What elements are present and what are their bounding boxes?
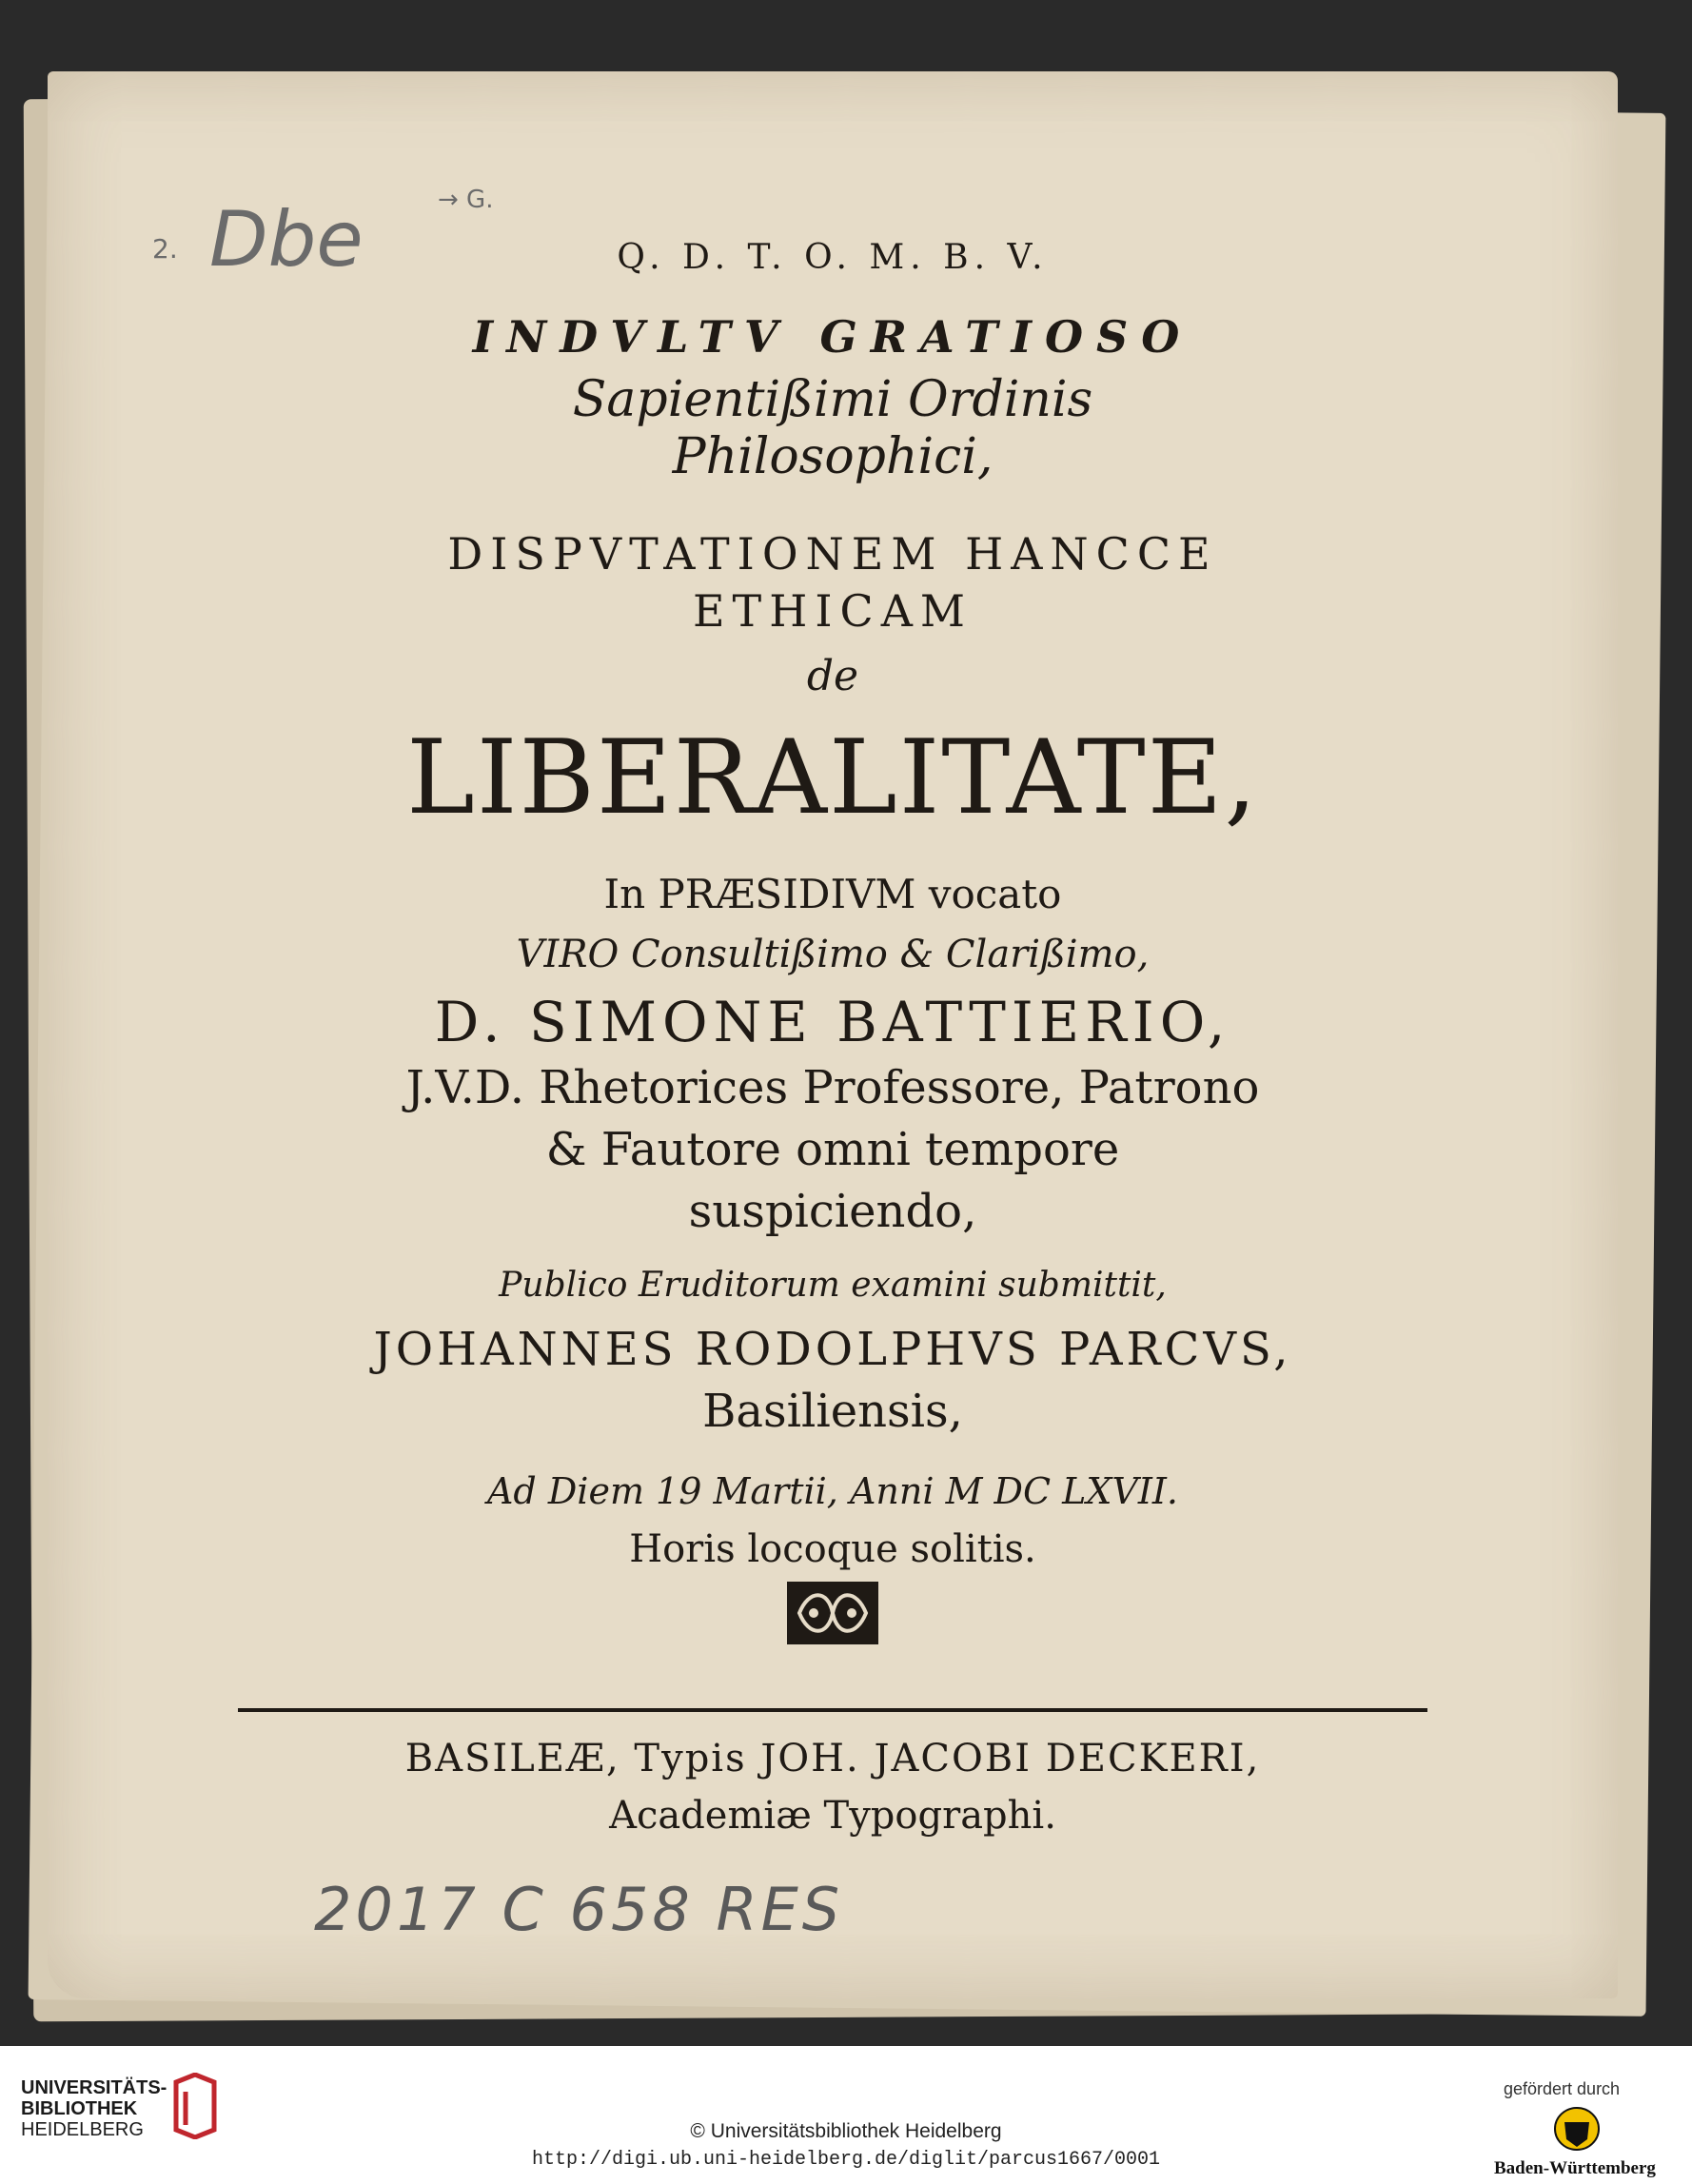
- title-line: & Fautore omni tempore: [545, 1123, 1120, 1176]
- main-title: LIBERALITATE,: [406, 718, 1259, 837]
- title-line: Sapientißimi Ordinis: [572, 371, 1093, 428]
- pencil-arrow: → G.: [438, 186, 494, 214]
- imprint-rule: [238, 1708, 1427, 1712]
- title-line: In PRÆSIDIVM vocato: [603, 871, 1062, 917]
- logo-line: HEIDELBERG: [21, 2119, 144, 2140]
- title-line: ETHICAM: [692, 585, 974, 637]
- author-name: JOHANNES RODOLPHVS PARCVS,: [373, 1323, 1292, 1376]
- sponsor-name: Baden-Württemberg: [1494, 2158, 1656, 2178]
- title-line: Basiliensis,: [702, 1385, 963, 1438]
- imprint-line: Academiæ Typographi.: [609, 1794, 1056, 1838]
- title-line: Publico Eruditorum examini submittit,: [499, 1266, 1167, 1305]
- title-line: Philosophici,: [672, 428, 994, 485]
- logo-line: BIBLIOTHEK: [21, 2098, 138, 2119]
- printer-ornament: [785, 1580, 880, 1646]
- date-line: Ad Diem 19 Martii, Anni M DC LXVII.: [486, 1470, 1179, 1512]
- sponsor-label: gefördert durch: [1504, 2079, 1621, 2098]
- dedication-line: Q. D. T. O. M. B. V.: [617, 238, 1049, 277]
- praeses-name: D. SIMONE BATTIERIO,: [434, 990, 1231, 1054]
- title-line: J.V.D. Rhetorices Professore, Patrono: [405, 1061, 1260, 1114]
- title-line: VIRO Consultißimo & Clarißimo,: [516, 933, 1150, 976]
- title-line: DISPVTATIONEM HANCCE: [447, 528, 1218, 580]
- title-page: [48, 71, 1618, 1998]
- pencil-number: 2.: [152, 233, 178, 265]
- permalink-url[interactable]: http://digi.ub.uni-heidelberg.de/diglit/parcus1667/0001: [531, 2149, 1161, 2171]
- title-line: Horis locoque solitis.: [629, 1527, 1036, 1571]
- copyright-text: © Universitätsbibliothek Heidelberg: [690, 2120, 1002, 2142]
- title-line: suspiciendo,: [688, 1185, 977, 1238]
- baden-wuerttemberg-crest-icon: [1553, 2105, 1601, 2153]
- pencil-signature: Dbe: [209, 195, 364, 284]
- title-line: de: [806, 652, 859, 700]
- title-line: INDVLTV GRATIOSO: [472, 311, 1193, 363]
- shelfmark: 2017 C 658 RES: [314, 1875, 844, 1944]
- logo-line: UNIVERSITÄTS-: [21, 2077, 167, 2098]
- imprint-line: BASILEÆ, Typis JOH. JACOBI DECKERI,: [404, 1737, 1261, 1781]
